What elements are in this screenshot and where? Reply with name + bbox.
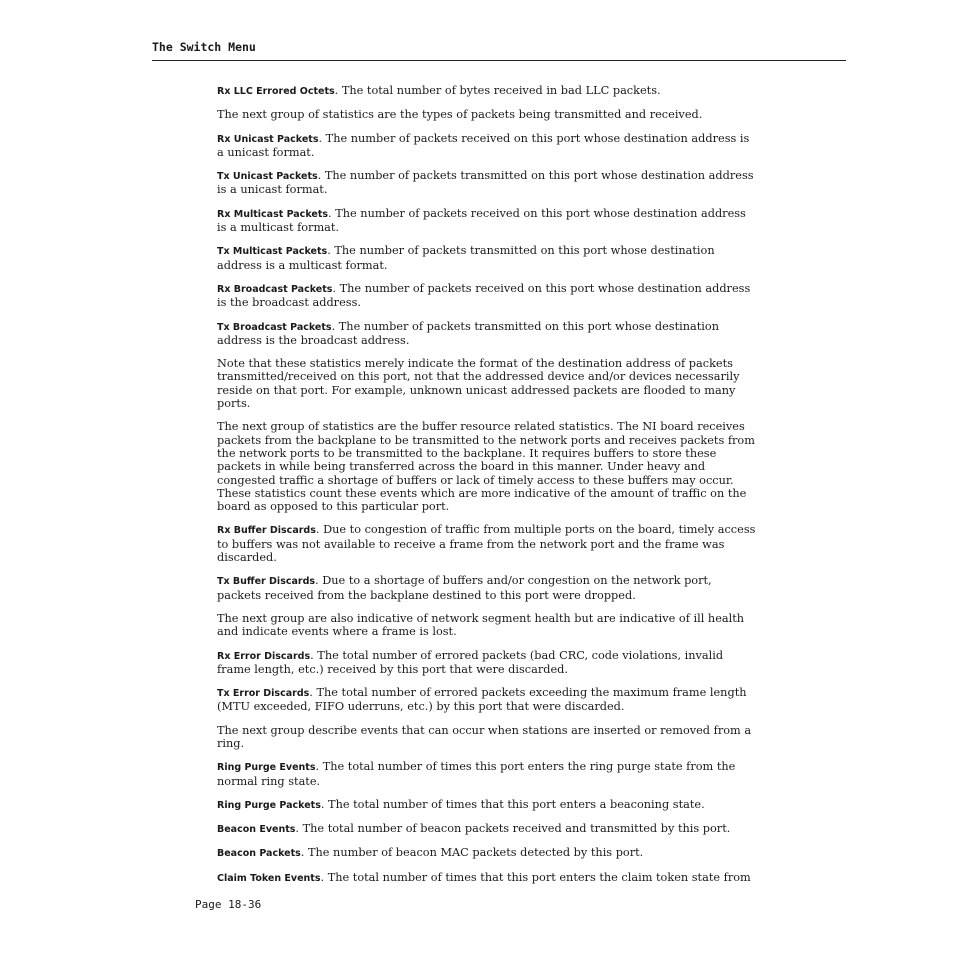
paragraph-claim-token-events: Claim Token Events. The total number of times that this port enters the claim token state from xyxy=(217,870,751,884)
definition: Due to congestion of traffic from multiple ports on the board, timely access to buffers was not available to receive a frame from the network port and the frame was discarded. xyxy=(217,523,756,565)
paragraph-tx-multicast: Tx Multicast Packets. The number of packets transmitted on this port whose destination address is a multicast format. xyxy=(217,244,715,272)
definition: The total number of errored packets (bad CRC, code violations, invalid frame length, etc.) received by this port that were discarded. xyxy=(217,648,724,676)
paragraph-rx-error-discards: Rx Error Discards. The total number of errored packets (bad CRC, code violations, invalid frame length, etc.) received by this port that were discarded. xyxy=(217,648,724,676)
definition: The number of beacon MAC packets detected by this port. xyxy=(307,846,644,860)
paragraph-ring-purge-packets: Ring Purge Packets. The total number of times that this port enters a beaconing state. xyxy=(217,797,705,811)
body-text: Note that these statistics merely indicate the format of the destination address of packets transmitted/received on this port, not that the addressed device and/or devices necessarily reside on that port. For example, unknown unicast addressed packets are flooded to many ports. xyxy=(217,357,740,411)
term: Rx Buffer Discards xyxy=(217,525,316,537)
definition: The number of packets received on this port whose destination address is a unicast format. xyxy=(217,131,750,159)
paragraph-tx-broadcast: Tx Broadcast Packets. The number of packets transmitted on this port whose destination address is the broadcast address. xyxy=(217,319,719,347)
body-text: The next group describe events that can occur when stations are inserted or removed from a ring. xyxy=(217,723,752,750)
term: Ring Purge Events xyxy=(217,762,316,774)
page-number: Page 18-36 xyxy=(195,898,262,911)
term: Rx LLC Errored Octets xyxy=(217,86,335,97)
paragraph-intro-packet-types xyxy=(217,108,757,121)
definition: The total number of times this port enters the ring purge state from the normal ring state. xyxy=(217,760,736,788)
paragraph-ring-purge-events: Ring Purge Events. The total number of times this port enters the ring purge state from the normal ring state. xyxy=(217,760,736,788)
term: Beacon Packets xyxy=(217,848,301,860)
paragraph-buffer-intro xyxy=(217,420,757,513)
term: Tx Broadcast Packets xyxy=(217,321,332,333)
definition: Due to a shortage of buffers and/or congestion on the network port, packets received from the backplane destined to this port were dropped. xyxy=(217,574,712,602)
term: Rx Multicast Packets xyxy=(217,208,329,220)
term: Beacon Events xyxy=(217,824,296,836)
term: Tx Error Discards xyxy=(217,688,310,700)
definition: The total number of times that this port enters a beaconing state. xyxy=(328,797,705,811)
paragraph-beacon-packets: Beacon Packets. The number of beacon MAC packets detected by this port. xyxy=(217,846,644,860)
term: Ring Purge Packets xyxy=(217,799,321,811)
body-text: The next group of statistics are the types of packets being transmitted and received. xyxy=(217,108,703,122)
term: Rx Broadcast Packets xyxy=(217,283,333,295)
definition: The number of packets received on this port whose destination address is a multicast format. xyxy=(217,206,746,235)
term: Rx Unicast Packets xyxy=(217,133,319,145)
definition: The number of packets transmitted on this port whose destination address is a unicast format. xyxy=(217,169,754,197)
paragraph-rx-llc-errored-octets: Rx LLC Errored Octets. The total number of bytes received in bad LLC packets. xyxy=(217,84,661,97)
paragraph-format-note xyxy=(217,357,757,410)
term: Tx Unicast Packets xyxy=(217,171,318,183)
definition: The total number of errored packets exceeding the maximum frame length (MTU exceeded, FIFO uderruns, etc.) by this port that were discarded. xyxy=(217,686,747,714)
definition: The number of packets received on this port whose destination address is the broadcast address. xyxy=(217,281,751,310)
definition: The total number of times that this port enters the claim token state from xyxy=(327,870,751,884)
paragraph-tx-error-discards: Tx Error Discards. The total number of errored packets exceeding the maximum frame length (MTU exceeded, FIFO uderruns, etc.) by this port that were discarded. xyxy=(217,686,747,714)
paragraph-tx-buffer-discards: Tx Buffer Discards. Due to a shortage of buffers and/or congestion on the network port, packets received from the backplane destined to this port were dropped. xyxy=(217,574,712,602)
paragraph-rx-broadcast: Rx Broadcast Packets. The number of packets received on this port whose destination address is the broadcast address. xyxy=(217,281,751,310)
definition: The number of packets transmitted on this port whose destination address is a multicast format. xyxy=(217,244,715,272)
paragraph-rx-multicast: Rx Multicast Packets. The number of packets received on this port whose destination address is a multicast format. xyxy=(217,206,746,235)
paragraph-health-intro xyxy=(217,612,757,639)
paragraph-ring-intro xyxy=(217,724,757,751)
paragraph-rx-buffer-discards: Rx Buffer Discards. Due to congestion of traffic from multiple ports on the board, timely access to buffers was not available to receive a frame from the network port and the frame was discarded. xyxy=(217,523,756,565)
document-body xyxy=(217,84,757,895)
paragraph-rx-unicast: Rx Unicast Packets. The number of packets received on this port whose destination address is a unicast format. xyxy=(217,131,750,159)
body-text: The next group of statistics are the buffer resource related statistics. The NI board receives packets from the backplane to be transmitted to the network ports and receives packets from the network ports to be transmitted to the backplane. It requires buffers to store these packets in while being transferred across the board in this manner. Under heavy and congested traffic a shortage of buffers or lack of timely access to these buffers may occur. These statistics count these events which are more indicative of the amount of traffic on the board as opposed to this particular port. xyxy=(217,420,755,514)
running-header: The Switch Menu xyxy=(152,40,846,61)
definition: The total number of bytes received in bad LLC packets. xyxy=(341,84,661,97)
term: Claim Token Events xyxy=(217,872,321,884)
paragraph-beacon-events: Beacon Events. The total number of beacon packets received and transmitted by this port. xyxy=(217,822,731,836)
body-text: The next group are also indicative of network segment health but are indicative of ill health and indicate events where a frame is lost. xyxy=(217,611,745,639)
term: Rx Error Discards xyxy=(217,650,311,662)
term: Tx Multicast Packets xyxy=(217,246,328,258)
definition: The number of packets transmitted on this port whose destination address is the broadcast address. xyxy=(217,319,719,347)
definition: The total number of beacon packets received and transmitted by this port. xyxy=(302,822,731,836)
term: Tx Buffer Discards xyxy=(217,576,316,588)
paragraph-tx-unicast: Tx Unicast Packets. The number of packets transmitted on this port whose destination address is a unicast format. xyxy=(217,169,754,197)
